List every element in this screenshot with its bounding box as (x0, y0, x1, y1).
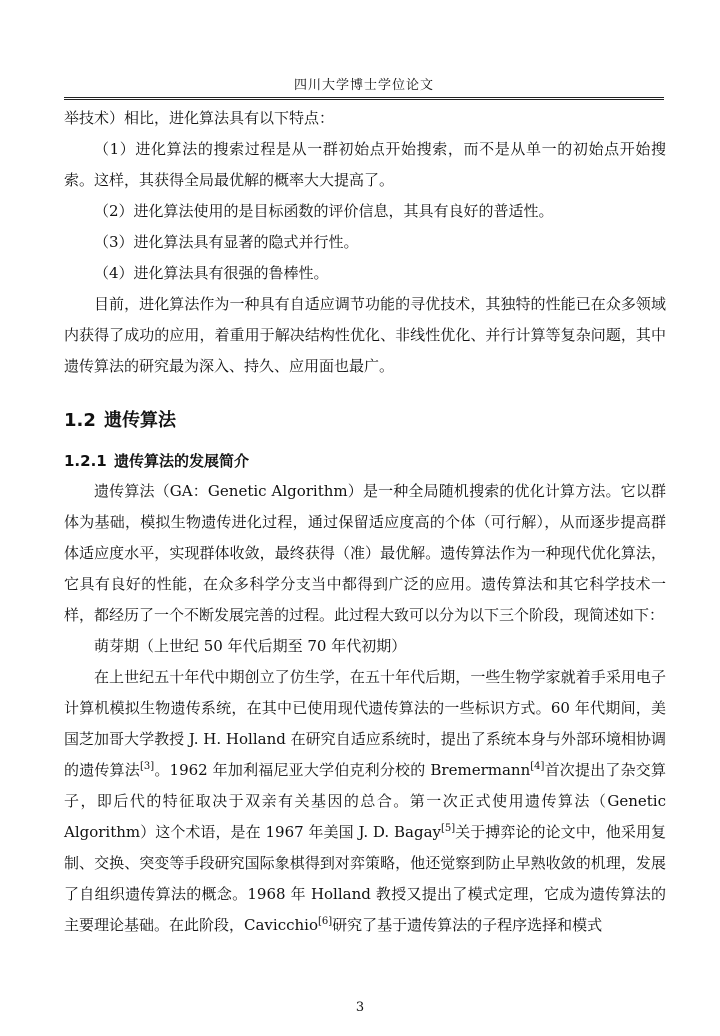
feature-item-1: （1）进化算法的搜索过程是从一群初始点开始搜索，而不是从单一的初始点开始搜索。这样，其获得全局最优解的概率大大提高了。 (64, 140, 666, 189)
citation-ref: [5] (441, 823, 456, 834)
paragraph-text: 。1962 年加利福尼亚大学伯克利分校的 Bremermann (154, 761, 531, 779)
stage-heading: 萌芽期（上世纪 50 年代后期至 70 年代初期） (94, 637, 407, 655)
page-content (64, 103, 666, 941)
body-paragraph-1: 遗传算法（GA：Genetic Algorithm）是一种全局随机搜索的优化计算方法。它以群体为基础，模拟生物遗传进化过程，通过保留适应度高的个体（可行解），从而逐步提高群体适应度水平，实现群体收敛，最终获得（准）最优解。遗传算法作为一种现代优化算法，它具有良好的性能，在众多科学分支当中都得到广泛的应用。遗传算法和其它科学技术一样，都经历了一个不断发展完善的过程。此过程大致可以分为以下三个阶段，现简述如下： (64, 482, 666, 624)
feature-item-3: （3）进化算法具有显著的隐式并行性。 (94, 233, 359, 251)
citation-ref: [3] (139, 761, 155, 772)
page-number: 3 (355, 1000, 365, 1015)
feature-item-2: （2）进化算法使用的是目标函数的评价信息，其具有良好的普适性。 (94, 202, 554, 220)
citation-ref: [6] (317, 916, 333, 927)
section-title: 遗传算法 (104, 410, 176, 431)
paragraph-text: 研究了基于遗传算法的子程序选择和模式 (332, 916, 603, 934)
section-number: 1.2 (64, 410, 96, 431)
intro-summary: 目前，进化算法作为一种具有自适应调节功能的寻优技术，其独特的性能已在众多领域内获得了成功的应用，着重用于解决结构性优化、非线性优化、并行计算等复杂问题，其中遗传算法的研究最为深入、持久、应用面也最广。 (64, 295, 666, 375)
feature-item-4: （4）进化算法具有很强的鲁棒性。 (94, 264, 329, 282)
body-paragraph-2 (64, 662, 666, 941)
paragraph-text: 在上世纪五十年代中期创立了仿生学，在五十年代后期，一些生物学家就着手采用电子计算机模拟生物遗传系统，在其中已使用现代遗传算法的一些标识方式。60 年代期间，美国芝加哥大学教授 J. H. Holland 在研究自适应系统时，提出了系统本身与外部环境相协调的遗传算法 (64, 668, 666, 779)
subsection-number: 1.2.1 (64, 452, 107, 470)
paragraph-text: 首次提出了杂交算子，即后代的特征取决于双亲有关基因的总合。第一次正式使用遗传算法（Genetic Algorithm）这个术语，是在 1967 年美国 J. D. Bagay (64, 761, 666, 841)
running-header: 四川大学博士学位论文 (64, 74, 664, 100)
paragraph-text: 关于搏弈论的论文中，他采用复制、交换、突变等手段研究国际象棋得到对弈策略，他还觉察到防止早熟收敛的机理，发展了自组织遗传算法的概念。1968 年 Holland 教授又提出了模式定理，它成为遗传算法的主要理论基础。在此阶段，Cavicchio (64, 823, 666, 934)
subsection-title: 遗传算法的发展简介 (114, 452, 250, 470)
section-heading (64, 404, 666, 438)
intro-lead: 举技术）相比，进化算法具有以下特点： (64, 109, 335, 127)
citation-ref: [4] (530, 761, 545, 772)
subsection-heading (64, 446, 666, 476)
